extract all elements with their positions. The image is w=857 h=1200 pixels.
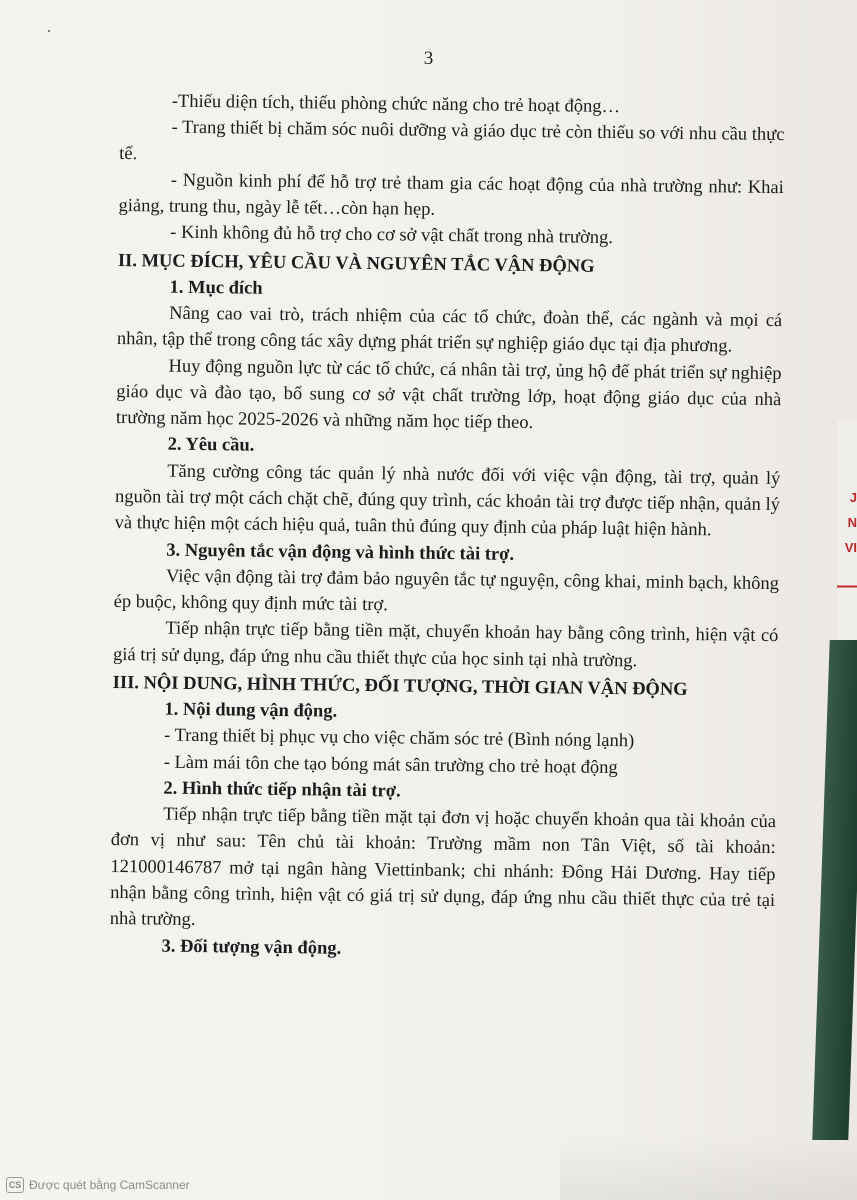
side-mark: VI xyxy=(844,540,857,555)
section-heading: II. MỤC ĐÍCH, YÊU CẦU VÀ NGUYÊN TẮC VẬN ĐỘNG xyxy=(117,250,595,277)
scan-speck xyxy=(48,30,50,32)
subsection-heading: 2. Yêu cầu. xyxy=(167,435,255,457)
camscanner-logo-icon: CS xyxy=(6,1177,24,1193)
document-body xyxy=(109,88,785,967)
bullet-paragraph: - Nguồn kinh phí để hỗ trợ trẻ tham gia các hoạt động của nhà trường như: Khai giảng, trung thu, ngày lễ tết…còn hạn hẹp. xyxy=(118,170,784,220)
watermark-text: Được quét bằng CamScanner xyxy=(29,1178,190,1192)
page-shadow xyxy=(560,1135,857,1200)
bullet-paragraph: - Kinh không đủ hỗ trợ cho cơ sở vật chất trong nhà trường. xyxy=(170,222,614,249)
subsection-heading: 1. Mục đích xyxy=(169,277,263,299)
subsection-heading: 2. Hình thức tiếp nhận tài trợ. xyxy=(163,778,401,802)
body-paragraph: Tiếp nhận trực tiếp bằng tiền mặt tại đơn vị hoặc chuyển khoản qua tài khoản của đơn vị như sau: Tên chủ tài khoản: Trường mầm non Tân Việt, số tài khoản: 121000146787 mở tại ngân hàng Viettinbank; chi nhánh: Đông Hải Dương. Hay tiếp nhận bằng công trình, hiện vật có giá trị sử dụng, đáp ứng nhu cầu thiết thực của trẻ tại nhà trường. xyxy=(109,804,777,931)
side-mark: N xyxy=(847,515,857,530)
background-object xyxy=(812,640,857,1140)
stamp-fragment: — xyxy=(837,575,857,597)
bullet-paragraph: - Trang thiết bị chăm sóc nuôi dưỡng và giáo dục trẻ còn thiếu so với nhu cầu thực tế. xyxy=(119,117,785,164)
body-paragraph: Tăng cường công tác quản lý nhà nước đối với việc vận động, tài trợ, quản lý nguồn tài trợ một cách chặt chẽ, đúng quy trình, các khoản tài trợ được tiếp nhận, quản lý và thực hiện một cách hiệu quả, tuân thủ đúng quy định của pháp luật hiện hành. xyxy=(114,461,781,541)
scanner-watermark xyxy=(6,1177,190,1193)
bullet-paragraph: - Làm mái tôn che tạo bóng mát sân trường cho trẻ hoạt động xyxy=(163,752,618,778)
body-paragraph: Huy động nguồn lực từ các tổ chức, cá nhân tài trợ, ủng hộ để phát triển sự nghiệp giáo dục và đào tạo, bổ sung cơ sở vật chất trường lớp, hoạt động giáo dục của nhà trường năm học 2025-2026 và những năm học tiếp theo. xyxy=(115,356,782,434)
subsection-heading: 3. Nguyên tắc vận động và hình thức tài trợ. xyxy=(166,540,515,565)
page-number: 3 xyxy=(423,48,434,69)
section-heading: III. NỘI DUNG, HÌNH THỨC, ĐỐI TƯỢNG, THỜI GIAN VẬN ĐỘNG xyxy=(112,672,688,700)
bullet-paragraph: -Thiếu diện tích, thiếu phòng chức năng cho trẻ hoạt động… xyxy=(171,91,621,118)
side-mark: J xyxy=(849,490,857,505)
bullet-paragraph: - Trang thiết bị phục vụ cho việc chăm sóc trẻ (Bình nóng lạnh) xyxy=(163,725,635,752)
body-paragraph: Tiếp nhận trực tiếp bằng tiền mặt, chuyển khoản hay bằng công trình, hiện vật có giá trị sử dụng, đáp ứng nhu cầu thiết thực của học sinh tại nhà trường. xyxy=(112,618,779,671)
body-paragraph: Nâng cao vai trò, trách nhiệm của các tổ chức, đoàn thể, các ngành và mọi cá nhân, tập thể trong công tác xây dựng phát triển sự nghiệp giáo dục tại địa phương. xyxy=(116,303,783,357)
body-paragraph: Việc vận động tài trợ đảm bảo nguyên tắc tự nguyện, công khai, minh bạch, không ép buộc, không quy định mức tài trợ. xyxy=(113,566,780,616)
subsection-heading: 1. Nội dung vận động. xyxy=(164,699,338,722)
subsection-heading: 3. Đối tượng vận động. xyxy=(161,936,342,959)
